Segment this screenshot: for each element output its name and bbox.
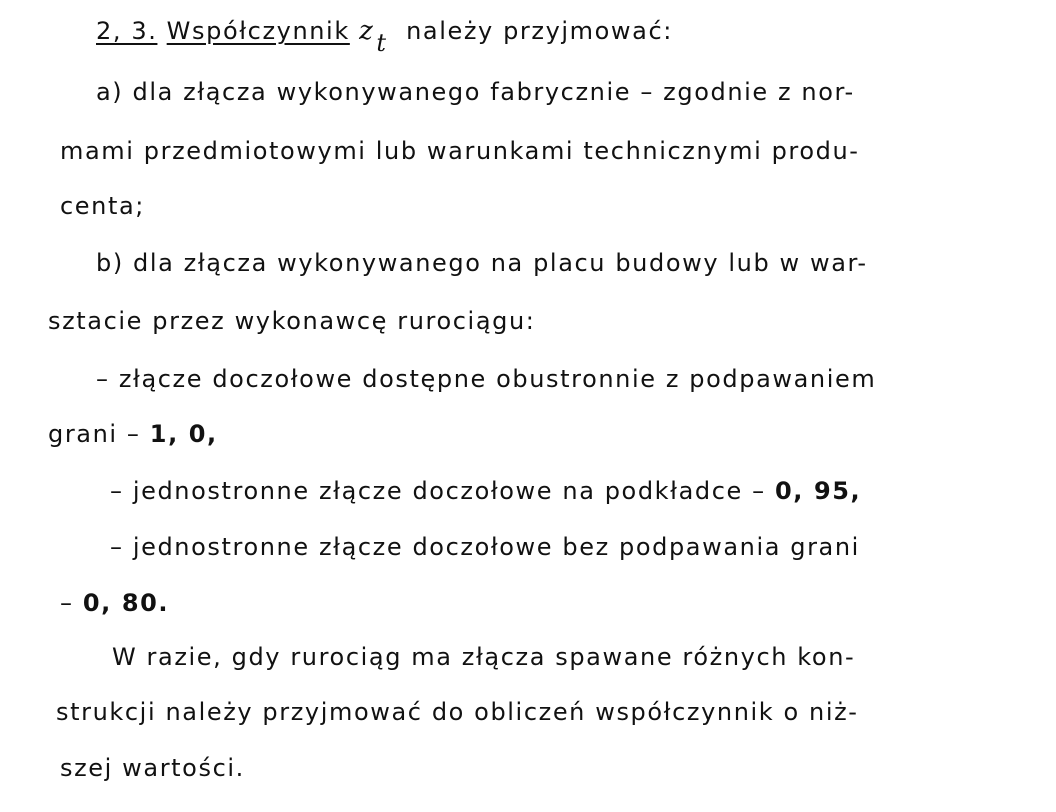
dash-item-1-line-2 <box>48 419 218 449</box>
dash-item-2-value: 0, 95, <box>774 477 862 505</box>
dash-item-1-line-1: – złącze doczołowe dostępne obustronnie z podpawaniem <box>96 365 877 393</box>
item-a-line-3: centa; <box>60 192 145 220</box>
item-b-line-2: sztacie przez wykonawcę rurociągu: <box>48 307 536 335</box>
dash-item-1-text: grani – <box>48 420 141 448</box>
coefficient-subscript: t <box>376 29 388 57</box>
dash-item-3-value: 0, 80. <box>82 589 170 617</box>
closing-line-2: strukcji należy przyjmować do obliczeń współczynnik o niż- <box>56 698 859 726</box>
section-title: Współczynnik <box>166 17 350 45</box>
closing-line-1: W razie, gdy rurociąg ma złącza spawane różnych kon- <box>112 643 856 671</box>
item-a-line-2: mami przedmiotowymi lub warunkami technicznymi produ- <box>60 137 860 165</box>
dash-item-2 <box>110 476 861 506</box>
closing-line-3: szej wartości. <box>60 754 245 782</box>
dash-item-2-text: – jednostronne złącze doczołowe na podkładce – <box>110 477 766 505</box>
dash-item-3-text: – <box>60 589 74 617</box>
section-heading <box>96 16 673 57</box>
section-number: 2, 3. <box>96 17 158 45</box>
item-b-line-1: b) dla złącza wykonywanego na placu budowy lub w war- <box>96 249 868 277</box>
section-heading-rest: należy przyjmować: <box>406 17 673 45</box>
dash-item-1-value: 1, 0, <box>149 420 218 448</box>
dash-item-3-line-2 <box>60 588 169 618</box>
item-a-line-1: a) dla złącza wykonywanego fabrycznie – zgodnie z nor- <box>96 78 855 106</box>
dash-item-3-line-1: – jednostronne złącze doczołowe bez podpawania grani <box>110 533 860 561</box>
coefficient-symbol: z <box>359 16 375 46</box>
